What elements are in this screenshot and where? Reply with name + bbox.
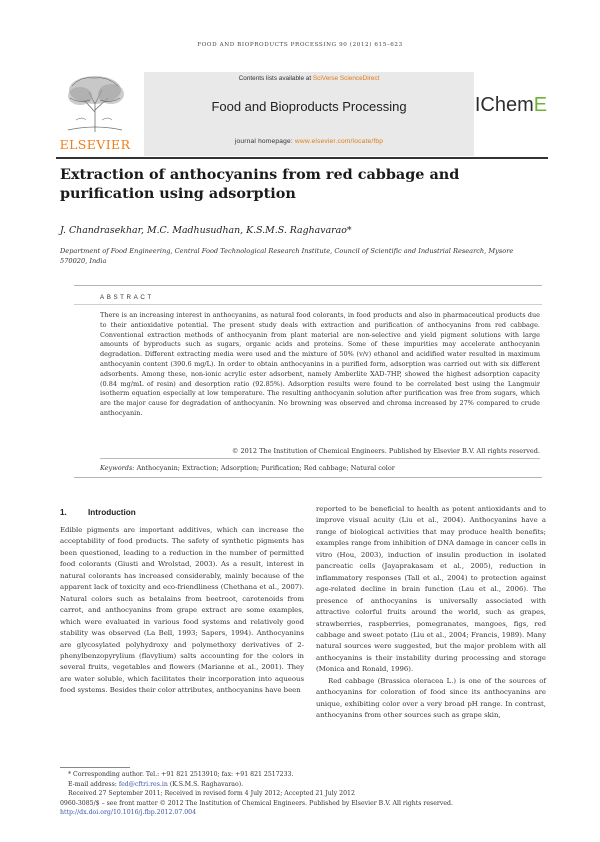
email-note [60, 780, 540, 790]
intro-paragraph-2: reported to be beneficial to health as potent antioxidants and to improve visual acuity (Liu et al., 2004). Anthocyanins have a range of biological activities that may produce health benefits; examples range from inhibition of DNA damage in cancer cells in vitro (Hou, 2003), induction of insulin production in isolated pancreatic cells (Jayaprakasam et al., 2005), reduction in inflammatory responses (Tall et al., 2004) to protection against age-related decline in brain function (Lau et al., 2006). The presence of anthocyanins is universally associated with attractive colorful fruits around the world, such as grapes, strawberries, raspberries, pomegranates, mangoes, figs, red cabbage and sweet potato (Liu et al., 2004; Francis, 1989). Many natural sources were suggested, but the major problem with all anthocyanins is their instability during processing and storage (Monica and Ronald, 1996). [316, 505, 546, 674]
ichem-logo [474, 94, 548, 124]
doi-link[interactable]: http://dx.doi.org/10.1016/j.fbp.2012.07.004 [60, 809, 197, 817]
contents-line [144, 75, 474, 82]
author-list: J. Chandrasekhar, M.C. Madhusudhan, K.S.M.S. Raghavarao* [60, 225, 352, 236]
intro-paragraph-1: Edible pigments are important additives, which can increase the acceptability of food products. The safety of synthetic pigments has been questioned, leading to a reduction in the number of permitted food colorants (Giusti and Wrolstad, 2003). As a result, interest in natural colorants has increased considerably, mainly because of the apparent lack of toxicity and eco-friendliness (Chethana et al., 2007). Natural colors such as betalains from beetroot, carotenoids from carrot, and anthocyanins from grape extract are some examples, which were evaluated in various food systems and relatively good stability was observed (La Bell, 1993; Sapers, 1994). Anthocyanins are glycosylated polyhydroxy and polymethoxy derivatives of 2-phenylbenzopyrylium (flavylium) salts accounting for the colors in several fruits, vegetables and flowers (Marianne et al., 2001). They are water soluble, which facilitates their incorporation into aqueous food systems. Besides their color attributes, anthocyanins have been [60, 526, 304, 695]
ichem-logo-e: E [533, 94, 548, 116]
sciencedirect-link[interactable]: SciVerse ScienceDirect [312, 75, 380, 82]
section-number: 1. [60, 508, 67, 517]
elsevier-logo-text: ELSEVIER [59, 137, 131, 152]
intro-left-column [60, 525, 304, 697]
homepage-line [144, 138, 474, 145]
corresponding-author-note: * Corresponding author. Tel.: +91 821 2513910; fax: +91 821 2517233. [68, 771, 294, 778]
section-title: Introduction [88, 508, 136, 517]
abstract-heading-rule [74, 304, 542, 305]
masthead-divider [56, 157, 548, 159]
journal-masthead [56, 72, 548, 157]
footnote-divider [60, 767, 130, 768]
ichem-logo-text: IChem [474, 94, 534, 116]
keywords-rule [100, 458, 540, 459]
footnotes [60, 770, 540, 818]
abstract-bottom-rule [74, 477, 542, 478]
running-head: FOOD AND BIOPRODUCTS PROCESSING 90 (2012) 615–623 [197, 42, 403, 48]
homepage-prefix: journal homepage: [234, 138, 293, 145]
email-link[interactable]: fed@cftri.res.in [118, 780, 168, 788]
abstract-copyright: © 2012 The Institution of Chemical Engineers. Published by Elsevier B.V. All rights reserved. [231, 447, 540, 455]
keywords-label: Keywords: [100, 464, 135, 472]
article-title: Extraction of anthocyanins from red cabbage and purification using adsorption [60, 166, 460, 202]
intro-right-column [316, 504, 546, 722]
contents-prefix: Contents lists available at [238, 75, 312, 82]
email-suffix: (K.S.M.S. Raghavarao). [169, 780, 244, 788]
abstract-heading: ABSTRACT [100, 294, 154, 301]
journal-info-box [144, 72, 474, 156]
keywords-line [100, 464, 540, 472]
section-heading-introduction [60, 508, 136, 517]
author-affiliation: Department of Food Engineering, Central Food Technological Research Institute, Council of Scientific and Industrial Research, Mysore 570020, India [60, 247, 514, 265]
elsevier-tree-logo [56, 72, 134, 134]
received-dates: Received 27 September 2011; Received in revised form 4 July 2012; Accepted 21 July 2012 [68, 790, 355, 798]
keywords-list: Anthocyanin; Extraction; Adsorption; Purification; Red cabbage; Natural color [136, 464, 395, 472]
email-prefix: E-mail address: [68, 780, 117, 788]
journal-title: Food and Bioproducts Processing [211, 99, 407, 114]
abstract-top-rule [74, 285, 542, 286]
issn-line: 0960-3085/$ – see front matter © 2012 The Institution of Chemical Engineers. Published by Elsevier B.V. All rights reserved. [60, 799, 453, 807]
abstract-text: There is an increasing interest in anthocyanins, as natural food colorants, in food products and also in pharmaceutical products due to their antioxidative potential. The present study deals with extraction and purification of anthocyanins from red cabbage. Conventional extraction methods of anthocyanin from plant material are non-selective and yield pigment solutions with large amounts of byproducts such as sugars, organic acids and proteins. Some of these impurities may accelerate anthocyanin degradation. Different extracting media were used and the mixture of 50% (v/v) ethanol and acidified water resulted in maximum anthocyanin content (390.6 mg/L). In order to obtain anthocyanins in a purified form, adsorption was carried out with six different adsorbents. Among these, non-ionic acrylic ester adsorbent, namely Amberlite XAD-7HP, showed the highest adsorption capacity (0.84 mg/mL of resin) and desorption ratio (92.85%). Adsorption results were found to be correlated best using the Langmuir isotherm equation especially at low temperature. The resulting anthocyanin solution after purification was free from sugars, which are the major cause for degradation of anthocyanin. No browning was observed and chroma increased by 27% compared to crude anthocyanin. [100, 311, 540, 417]
journal-homepage-link[interactable]: www.elsevier.com/locate/fbp [294, 138, 384, 145]
intro-paragraph-3: Red cabbage (Brassica oleracea L.) is one of the sources of anthocyanins for coloration of food since its anthocyanins are unique, exhibiting color over a very broad pH range. In contrast, anthocyanins from other sources such as grape skin, [316, 676, 546, 720]
